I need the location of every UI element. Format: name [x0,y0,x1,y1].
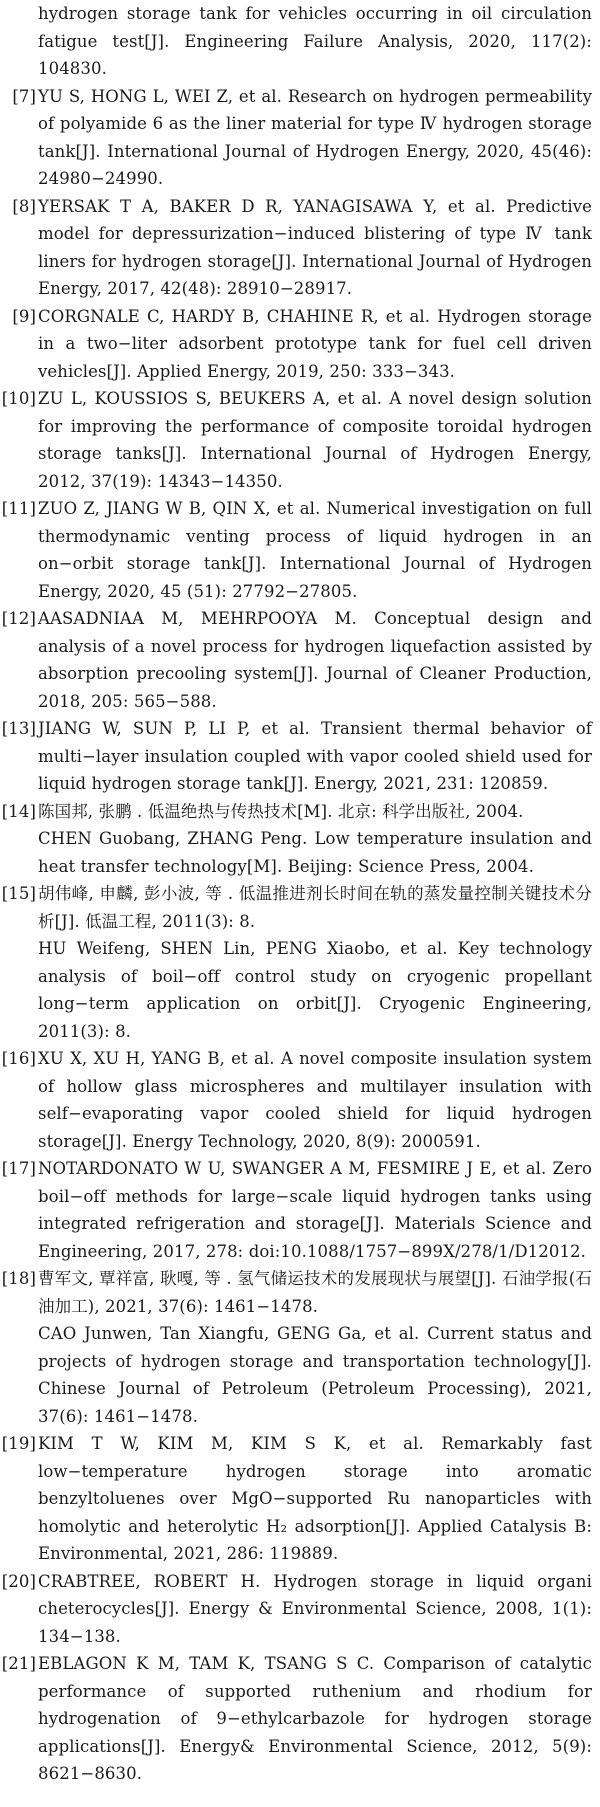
reference-item-13 [0,715,600,798]
reference-item-19 [0,1430,600,1568]
reference-text: YERSAK T A, BAKER D R, YANAGISAWA Y, et al. Predictive model for depressurization−induced blistering of type Ⅳ tank liners for hydrogen storage[J]. International Journal of Hydrogen Energy, 2017, 42(48): 28910−28917. [38,196,592,298]
reference-item-15 [0,880,600,1045]
reference-number: [21] [1,1654,36,1673]
reference-text: ZUO Z, JIANG W B, QIN X, et al. Numerical investigation on full thermodynamic venting process of liquid hydrogen in an on−orbit storage tank[J]. International Journal of Hydrogen Energy, 2020, 45 (51): 27792−27805. [38,499,592,601]
reference-item-17 [0,1155,600,1265]
reference-continuation [0,0,600,83]
reference-number: [7] [12,86,36,106]
reference-number: [11] [1,499,36,518]
reference-number: [19] [1,1434,36,1453]
reference-number: [10] [1,389,36,408]
reference-text-english: CAO Junwen, Tan Xiangfu, GENG Ga, et al. Current status and projects of hydrogen storage and transportation technology[J]. Chinese Journal of Petroleum (Petroleum Processing), 2021, 37(6): 1461−1478. [38,1324,592,1426]
reference-number: [17] [1,1159,36,1178]
reference-item-12 [0,605,600,715]
reference-item-16 [0,1045,600,1155]
reference-text: AASADNIAA M, MEHRPOOYA M. Conceptual design and analysis of a novel process for hydrogen liquefaction assisted by absorption precooling system[J]. Journal of Cleaner Production, 2018, 205: 565−588. [38,609,592,711]
reference-item-20 [0,1568,600,1651]
reference-number: [8] [12,196,36,216]
reference-item-7 [0,83,600,193]
reference-text-chinese: 曹军文, 覃祥富, 耿嘎, 等 . 氢气储运技术的发展现状与展望[J]. 石油学报(石油加工), 2021, 37(6): 1461−1478. [38,1269,592,1316]
reference-text: CRABTREE, ROBERT H. Hydrogen storage in liquid organi cheterocycles[J]. Energy & Environmental Science, 2008, 1(1): 134−138. [38,1571,592,1646]
reference-text-chinese: 陈国邦, 张鹏 . 低温绝热与传热技术[M]. 北京: 科学出版社, 2004. [38,801,524,821]
reference-text: KIM T W, KIM M, KIM S K, et al. Remarkably fast low−temperature hydrogen storage into aromatic benzyltoluenes over MgO−supported Ru nanoparticles with homolytic and heterolytic H₂ adsorption[J]. Applied Catalysis B: Environmental, 2021, 286: 119889. [38,1434,592,1563]
reference-number: [12] [1,609,36,628]
reference-text: CORGNALE C, HARDY B, CHAHINE R, et al. Hydrogen storage in a two−liter adsorbent prototype tank for fuel cell driven vehicles[J]. Applied Energy, 2019, 250: 333−343. [38,306,592,381]
reference-text-english: CHEN Guobang, ZHANG Peng. Low temperature insulation and heat transfer technology[M]. Beijing: Science Press, 2004. [38,829,592,876]
reference-item-10 [0,385,600,495]
reference-item-18 [0,1265,600,1430]
reference-text: YU S, HONG L, WEI Z, et al. Research on hydrogen permeability of polyamide 6 as the liner material for type Ⅳ hydrogen storage tank[J]. International Journal of Hydrogen Energy, 2020, 45(46): 24980−24990. [38,86,592,188]
reference-item-21 [0,1650,600,1788]
reference-continuation-text: hydrogen storage tank for vehicles occurring in oil circulation fatigue test[J]. Engineering Failure Analysis, 2020, 117(2): 104830. [38,4,592,78]
reference-number: [15] [1,884,36,903]
reference-text: XU X, XU H, YANG B, et al. A novel composite insulation system of hollow glass microspheres and multilayer insulation with self−evaporating vapor cooled shield for liquid hydrogen storage[J]. Energy Technology, 2020, 8(9): 2000591. [38,1049,592,1151]
reference-text: ZU L, KOUSSIOS S, BEUKERS A, et al. A novel design solution for improving the performance of composite toroidal hydrogen storage tanks[J]. International Journal of Hydrogen Energy, 2012, 37(19): 14343−14350. [38,389,592,491]
reference-item-14 [0,798,600,881]
reference-number: [18] [1,1269,36,1288]
reference-item-8 [0,193,600,303]
reference-item-11 [0,495,600,605]
reference-number: [20] [1,1571,36,1591]
reference-text-english: HU Weifeng, SHEN Lin, PENG Xiaobo, et al. Key technology analysis of boil−off control study on cryogenic propellant long−term application on orbit[J]. Cryogenic Engineering, 2011(3): 8. [38,939,592,1041]
reference-text: JIANG W, SUN P, LI P, et al. Transient thermal behavior of multi−layer insulation coupled with vapor cooled shield used for liquid hydrogen storage tank[J]. Energy, 2021, 231: 120859. [38,719,592,793]
reference-item-9 [0,303,600,386]
reference-number: [16] [1,1049,36,1068]
reference-text: EBLAGON K M, TAM K, TSANG S C. Comparison of catalytic performance of supported ruthenium and rhodium for hydrogenation of 9−ethylcarbazole for hydrogen storage applications[J]. Energy& Environmental Science, 2012, 5(9): 8621−8630. [38,1654,592,1783]
reference-number: [13] [1,719,36,738]
reference-number: [14] [1,801,36,821]
reference-text: NOTARDONATO W U, SWANGER A M, FESMIRE J E, et al. Zero boil−off methods for large−scale liquid hydrogen tanks using integrated refrigeration and storage[J]. Materials Science and Engineering, 2017, 278: doi:10.1088/1757−899X/278/1/D12012. [38,1159,592,1261]
reference-text-chinese: 胡伟峰, 申麟, 彭小波, 等 . 低温推进剂长时间在轨的蒸发量控制关键技术分析[J]. 低温工程, 2011(3): 8. [38,884,592,931]
reference-number: [9] [12,306,36,326]
